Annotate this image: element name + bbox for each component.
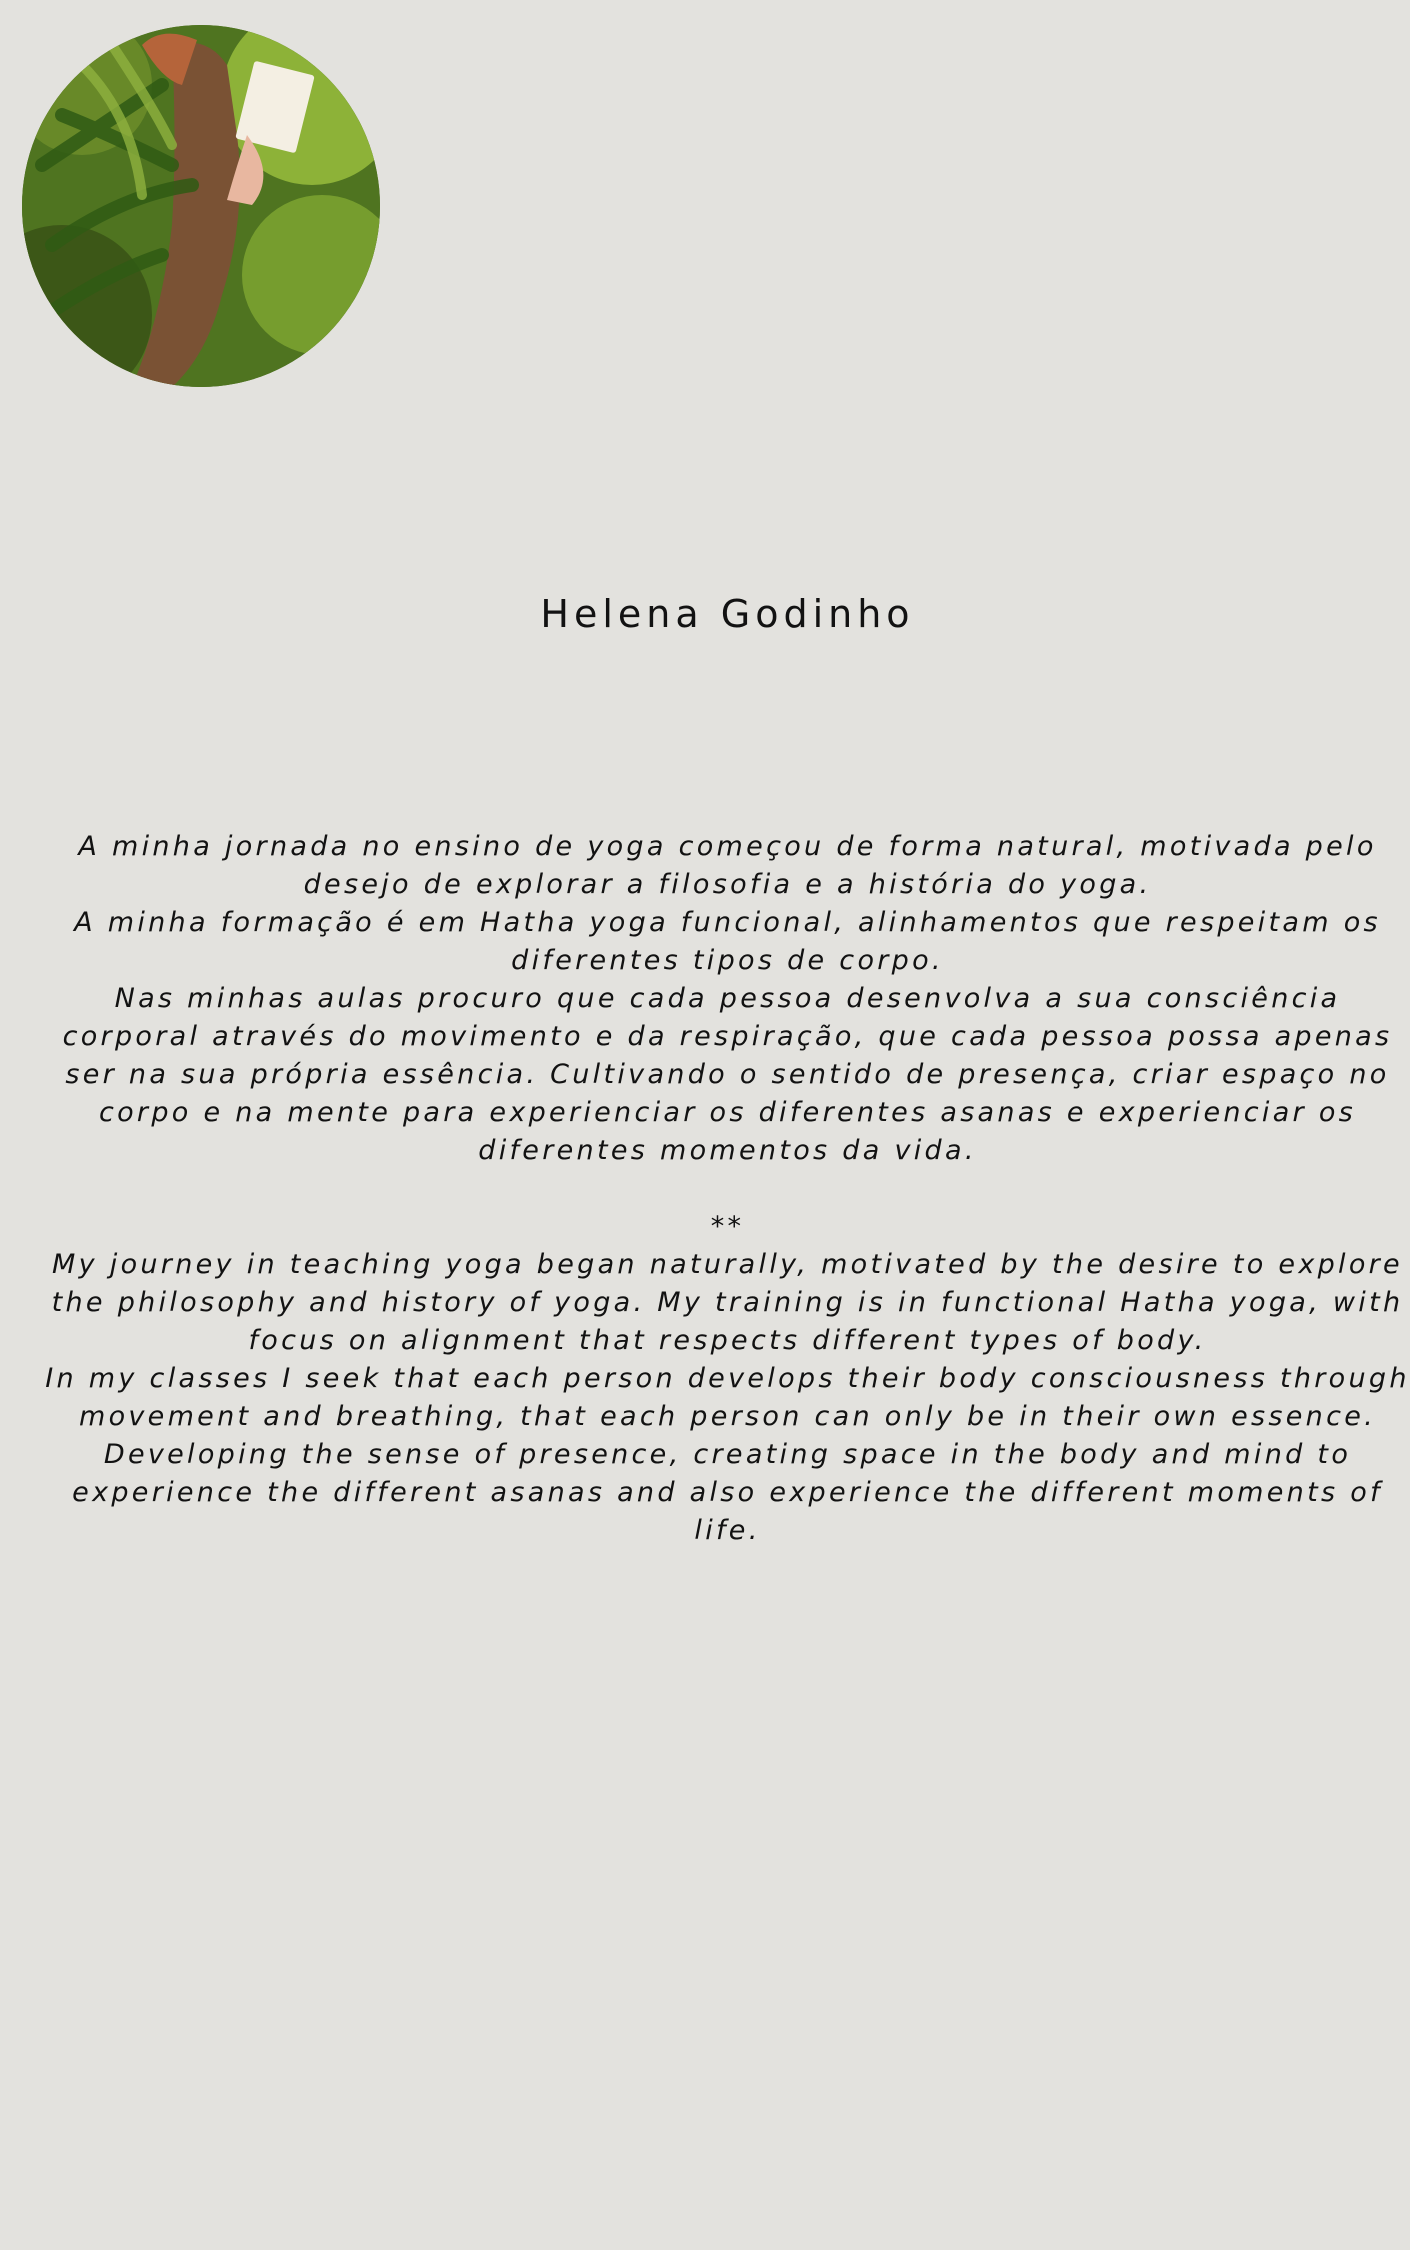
profile-name: Helena Godinho (540, 592, 915, 636)
bio-en-line: movement and breathing, that each person can only be in their own essence. (78, 1401, 1377, 1432)
bio-en-line: the philosophy and history of yoga. My training is in functional Hatha yoga, with (51, 1287, 1404, 1318)
bio-spacer (20, 1170, 1410, 1208)
bio-text (20, 828, 1410, 1550)
bio-pt-line: A minha jornada no ensino de yoga começou de forma natural, motivada pelo (78, 831, 1377, 862)
bio-pt-line: corpo e na mente para experienciar os diferentes asanas e experienciar os (98, 1097, 1357, 1128)
bio-en-line: experience the different asanas and also experience the different moments of (72, 1477, 1383, 1508)
bio-en-line: My journey in teaching yoga began naturally, motivated by the desire to explore (52, 1249, 1403, 1280)
bio-pt-line: diferentes momentos da vida. (478, 1135, 977, 1166)
bio-pt-line: desejo de explorar a filosofia e a história do yoga. (303, 869, 1152, 900)
bio-en-line: life. (694, 1515, 761, 1546)
bio-en-line: In my classes I seek that each person develops their body consciousness through (45, 1363, 1410, 1394)
profile-photo-image (22, 25, 380, 387)
profile-photo (22, 25, 380, 387)
bio-pt-line: A minha formação é em Hatha yoga funcional, alinhamentos que respeitam os (74, 907, 1381, 938)
bio-en-line: focus on alignment that respects different types of body. (248, 1325, 1207, 1356)
bio-pt-line: Nas minhas aulas procuro que cada pessoa desenvolva a sua consciência (114, 983, 1341, 1014)
bio-pt-line: diferentes tipos de corpo. (511, 945, 944, 976)
bio-separator: ** (710, 1211, 745, 1242)
bio-pt-line: corporal através do movimento e da respiração, que cada pessoa possa apenas (62, 1021, 1393, 1052)
bio-pt-line: ser na sua própria essência. Cultivando o sentido de presença, criar espaço no (65, 1059, 1390, 1090)
bio-en-line: Developing the sense of presence, creating space in the body and mind to (103, 1439, 1352, 1470)
